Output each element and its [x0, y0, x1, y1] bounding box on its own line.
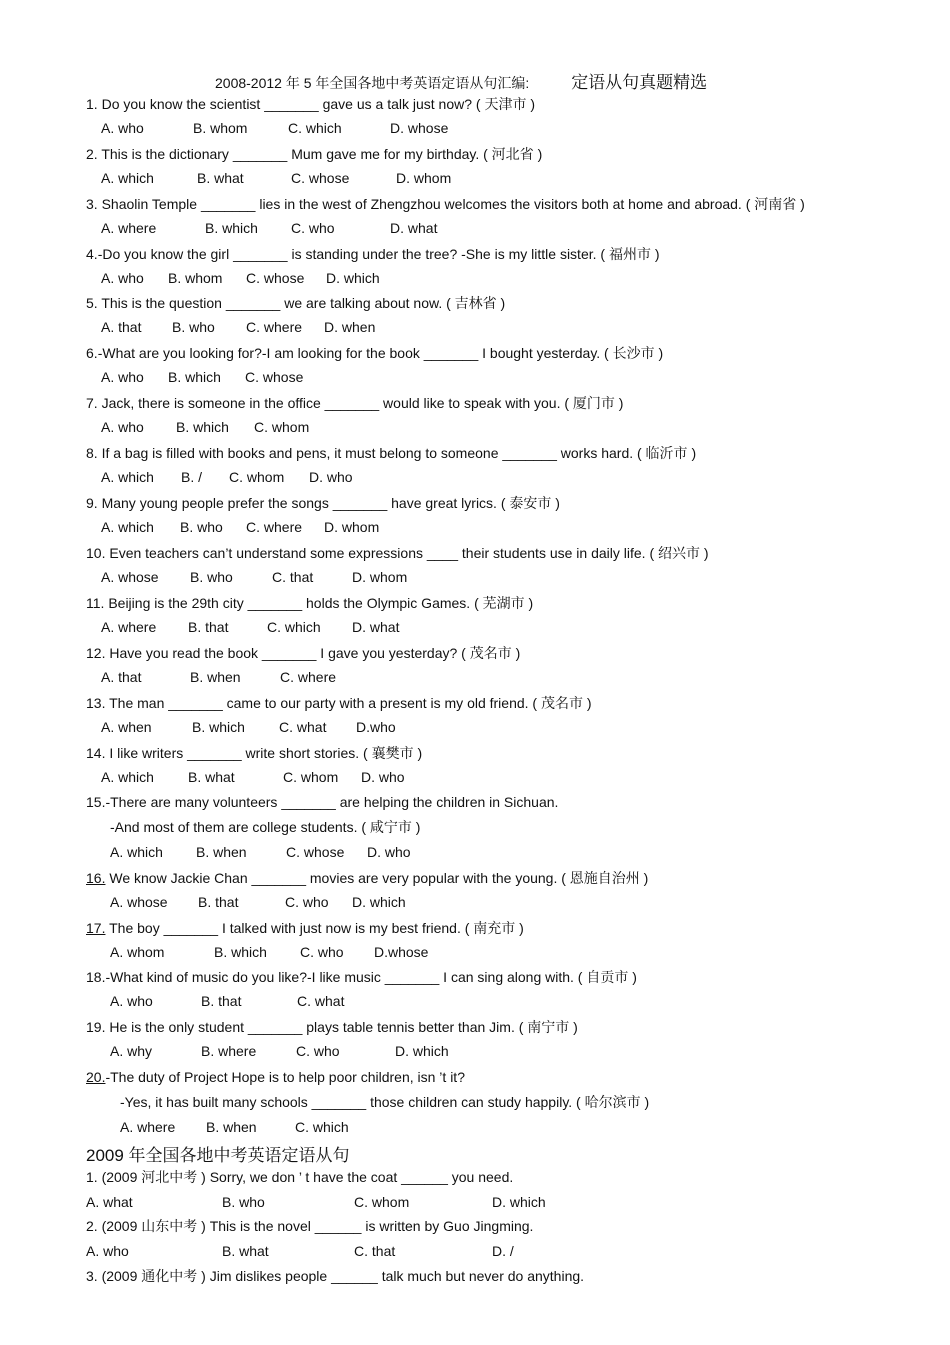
question-stem	[86, 694, 592, 712]
answer-option: A. which	[101, 769, 154, 785]
question-number: 19.	[86, 1019, 106, 1035]
question-number: 18.	[86, 969, 106, 985]
answer-option: A. where	[101, 220, 157, 236]
answer-option: C. whose	[291, 170, 350, 186]
answer-option: C. what	[297, 993, 345, 1009]
answer-option: B. that	[198, 894, 239, 910]
answer-option: A. who	[101, 369, 144, 385]
answer-option: C. which	[288, 120, 342, 136]
answer-option: B. when	[206, 1119, 257, 1135]
answer-option: C. which	[267, 619, 321, 635]
question-stem	[86, 394, 623, 412]
answer-option: B. where	[201, 1043, 257, 1059]
question-stem	[86, 594, 533, 612]
answer-option: B. who	[180, 519, 223, 535]
answer-option: D. what	[390, 220, 438, 236]
answer-option: A. who	[110, 993, 153, 1009]
answer-option: B. which	[176, 419, 229, 435]
answer-option: D. /	[492, 1243, 514, 1259]
answer-option: A. who	[86, 1243, 129, 1259]
question-stem	[86, 195, 805, 213]
question-number: 16.	[86, 870, 106, 886]
answer-option: A. which	[101, 170, 154, 186]
question-text: The man _______ came to our party with a present is my old friend. ( 茂名市 )	[105, 695, 592, 711]
answer-option: B. who	[222, 1194, 265, 1210]
question-text: Do you know the scientist _______ gave us a talk just now? ( 天津市 )	[97, 96, 536, 112]
answer-option: C. whose	[245, 369, 304, 385]
answer-option: C. who	[291, 220, 335, 236]
question-stem	[86, 245, 660, 263]
question-number: 13.	[86, 695, 106, 711]
answer-option: A. whose	[110, 894, 168, 910]
question-number: 14.	[86, 745, 106, 761]
question-stem	[86, 968, 637, 986]
answer-option: B. which	[168, 369, 221, 385]
answer-option: C. who	[285, 894, 329, 910]
question-text: I like writers _______ write short stories. ( 襄樊市 )	[105, 745, 423, 761]
question-number: 4.	[86, 246, 98, 262]
question-text: -Do you know the girl _______ is standing under the tree? -She is my little sister. ( 福州市 )	[97, 246, 660, 262]
question-text: -What are you looking for?-I am looking for the book _______ I bought yesterday. ( 长沙市 )	[97, 345, 664, 361]
answer-option: C. which	[295, 1119, 349, 1135]
question-stem	[86, 444, 696, 462]
question-text: Even teachers can’t understand some expressions ____ their students use in daily life. ( 绍兴市 )	[105, 545, 709, 561]
answer-option: D. which	[395, 1043, 449, 1059]
question-stem	[86, 95, 535, 113]
answer-option: B. what	[222, 1243, 269, 1259]
answer-option: B. when	[190, 669, 241, 685]
answer-option: B. that	[201, 993, 242, 1009]
answer-option: C. who	[296, 1043, 340, 1059]
question-text: Many young people prefer the songs _______ have great lyrics. ( 泰安市 )	[97, 495, 560, 511]
answer-option: B. who	[172, 319, 215, 335]
answer-option: A. what	[86, 1194, 133, 1210]
answer-option: A. which	[101, 469, 154, 485]
question-stem	[86, 919, 524, 937]
answer-option: D. whom	[396, 170, 452, 186]
question-stem	[86, 793, 558, 811]
answer-option: B. that	[188, 619, 229, 635]
answer-option: A. who	[101, 120, 144, 136]
question-number: 3.	[86, 196, 98, 212]
question-text: He is the only student _______ plays table tennis better than Jim. ( 南宁市 )	[105, 1019, 578, 1035]
answer-option: C. who	[300, 944, 344, 960]
answer-option: B. whom	[193, 120, 248, 136]
answer-option: B. /	[181, 469, 203, 485]
question-stem	[86, 494, 560, 512]
question-text: This is the dictionary _______ Mum gave me for my birthday. ( 河北省 )	[97, 146, 543, 162]
question-stem	[86, 644, 520, 662]
answer-option: B. when	[196, 844, 247, 860]
question-number: 2.	[86, 146, 98, 162]
title-main: 2008-2012 年 5 年全国各地中考英语定语从句汇编:	[215, 75, 530, 91]
question-text: Shaolin Temple _______ lies in the west of Zhengzhou welcomes the visitors both at home and abroad. ( 河南省 )	[97, 196, 805, 212]
answer-option: C. where	[246, 319, 303, 335]
answer-option: A. which	[101, 519, 154, 535]
question-number: 15.	[86, 794, 106, 810]
section2-question: 2. (2009 山东中考 ) This is the novel ______ is written by Guo Jingming.	[86, 1218, 534, 1234]
question-stem	[86, 294, 505, 312]
answer-option: C. what	[279, 719, 327, 735]
answer-option: B. what	[188, 769, 235, 785]
answer-option: D. which	[352, 894, 406, 910]
answer-option: C. whom	[229, 469, 285, 485]
answer-option: D. who	[367, 844, 411, 860]
answer-option: C. where	[280, 669, 337, 685]
answer-option: D. which	[326, 270, 380, 286]
answer-option: A. that	[101, 319, 142, 335]
answer-option: A. who	[101, 270, 144, 286]
answer-option: A. whose	[101, 569, 159, 585]
answer-option: B. who	[190, 569, 233, 585]
question-text: Have you read the book _______ I gave you yesterday? ( 茂名市 )	[105, 645, 521, 661]
answer-option: C. whom	[283, 769, 339, 785]
answer-option: D.who	[356, 719, 396, 735]
answer-option: B. which	[214, 944, 267, 960]
question-number: 12.	[86, 645, 106, 661]
answer-option: A. where	[120, 1119, 176, 1135]
answer-option: A. that	[101, 669, 142, 685]
question-stem	[86, 869, 648, 887]
question-text: -There are many volunteers _______ are helping the children in Sichuan.	[105, 794, 559, 810]
answer-option: C. whose	[286, 844, 345, 860]
answer-option: D. what	[352, 619, 400, 635]
question-stem	[86, 544, 709, 562]
question-stem	[86, 1018, 578, 1036]
answer-option: B. what	[197, 170, 244, 186]
answer-option: C. that	[354, 1243, 396, 1259]
answer-option: B. which	[192, 719, 245, 735]
answer-option: C. whose	[246, 270, 305, 286]
section2-question: 3. (2009 通化中考 ) Jim dislikes people ______ talk much but never do anything.	[86, 1268, 585, 1284]
answer-option: A. whom	[110, 944, 165, 960]
answer-option: D. which	[492, 1194, 546, 1210]
question-number: 17.	[86, 920, 106, 936]
question-number: 5.	[86, 295, 98, 311]
answer-option: B. whom	[168, 270, 223, 286]
answer-option: D. who	[361, 769, 405, 785]
page-title	[215, 68, 915, 93]
question-text: The boy _______ I talked with just now is my best friend. ( 南充市 )	[105, 920, 524, 936]
question-continuation: -Yes, it has built many schools _______ those children can study happily. ( 哈尔滨市 )	[120, 1094, 650, 1110]
answer-option: D. whose	[390, 120, 449, 136]
section2-question: 1. (2009 河北中考 ) Sorry, we don ’ t have the coat ______ you need.	[86, 1169, 514, 1185]
question-number: 20.	[86, 1069, 106, 1085]
question-number: 9.	[86, 495, 98, 511]
answer-option: D. whom	[352, 569, 408, 585]
answer-option: A. why	[110, 1043, 153, 1059]
answer-option: A. which	[110, 844, 163, 860]
question-text: We know Jackie Chan _______ movies are very popular with the young. ( 恩施自治州 )	[105, 870, 649, 886]
question-text: Beijing is the 29th city _______ holds the Olympic Games. ( 芜湖市 )	[104, 595, 534, 611]
question-stem	[86, 145, 542, 163]
answer-option: A. when	[101, 719, 152, 735]
answer-option: A. where	[101, 619, 157, 635]
question-text: -What kind of music do you like?-I like music _______ I can sing along with. ( 自贡市 )	[105, 969, 637, 985]
question-text: Jack, there is someone in the office _______ would like to speak with you. ( 厦门市 )	[97, 395, 624, 411]
answer-option: C. where	[246, 519, 303, 535]
answer-option: C. that	[272, 569, 314, 585]
answer-option: D. who	[309, 469, 353, 485]
section-title: 2009 年全国各地中考英语定语从句	[86, 1146, 350, 1165]
answer-option: D. whom	[324, 519, 380, 535]
question-continuation: -And most of them are college students. ( 咸宁市 )	[110, 819, 421, 835]
question-number: 8.	[86, 445, 98, 461]
question-stem	[86, 744, 422, 762]
question-text: -The duty of Project Hope is to help poor children, isn ’t it?	[105, 1069, 465, 1085]
question-text: This is the question _______ we are talking about now. ( 吉林省 )	[97, 295, 506, 311]
question-number: 10.	[86, 545, 106, 561]
answer-option: D.whose	[374, 944, 429, 960]
question-number: 6.	[86, 345, 98, 361]
question-stem	[86, 1068, 465, 1086]
title-sub: 定语从句真题精选	[571, 73, 708, 92]
question-number: 1.	[86, 96, 98, 112]
answer-option: C. whom	[354, 1194, 410, 1210]
answer-option: C. whom	[254, 419, 310, 435]
answer-option: D. when	[324, 319, 376, 335]
question-text: If a bag is filled with books and pens, it must belong to someone _______ works hard. ( 临沂市 )	[97, 445, 697, 461]
question-number: 7.	[86, 395, 98, 411]
answer-option: A. who	[101, 419, 144, 435]
question-number: 11.	[86, 595, 105, 611]
question-stem	[86, 344, 663, 362]
answer-option: B. which	[205, 220, 258, 236]
